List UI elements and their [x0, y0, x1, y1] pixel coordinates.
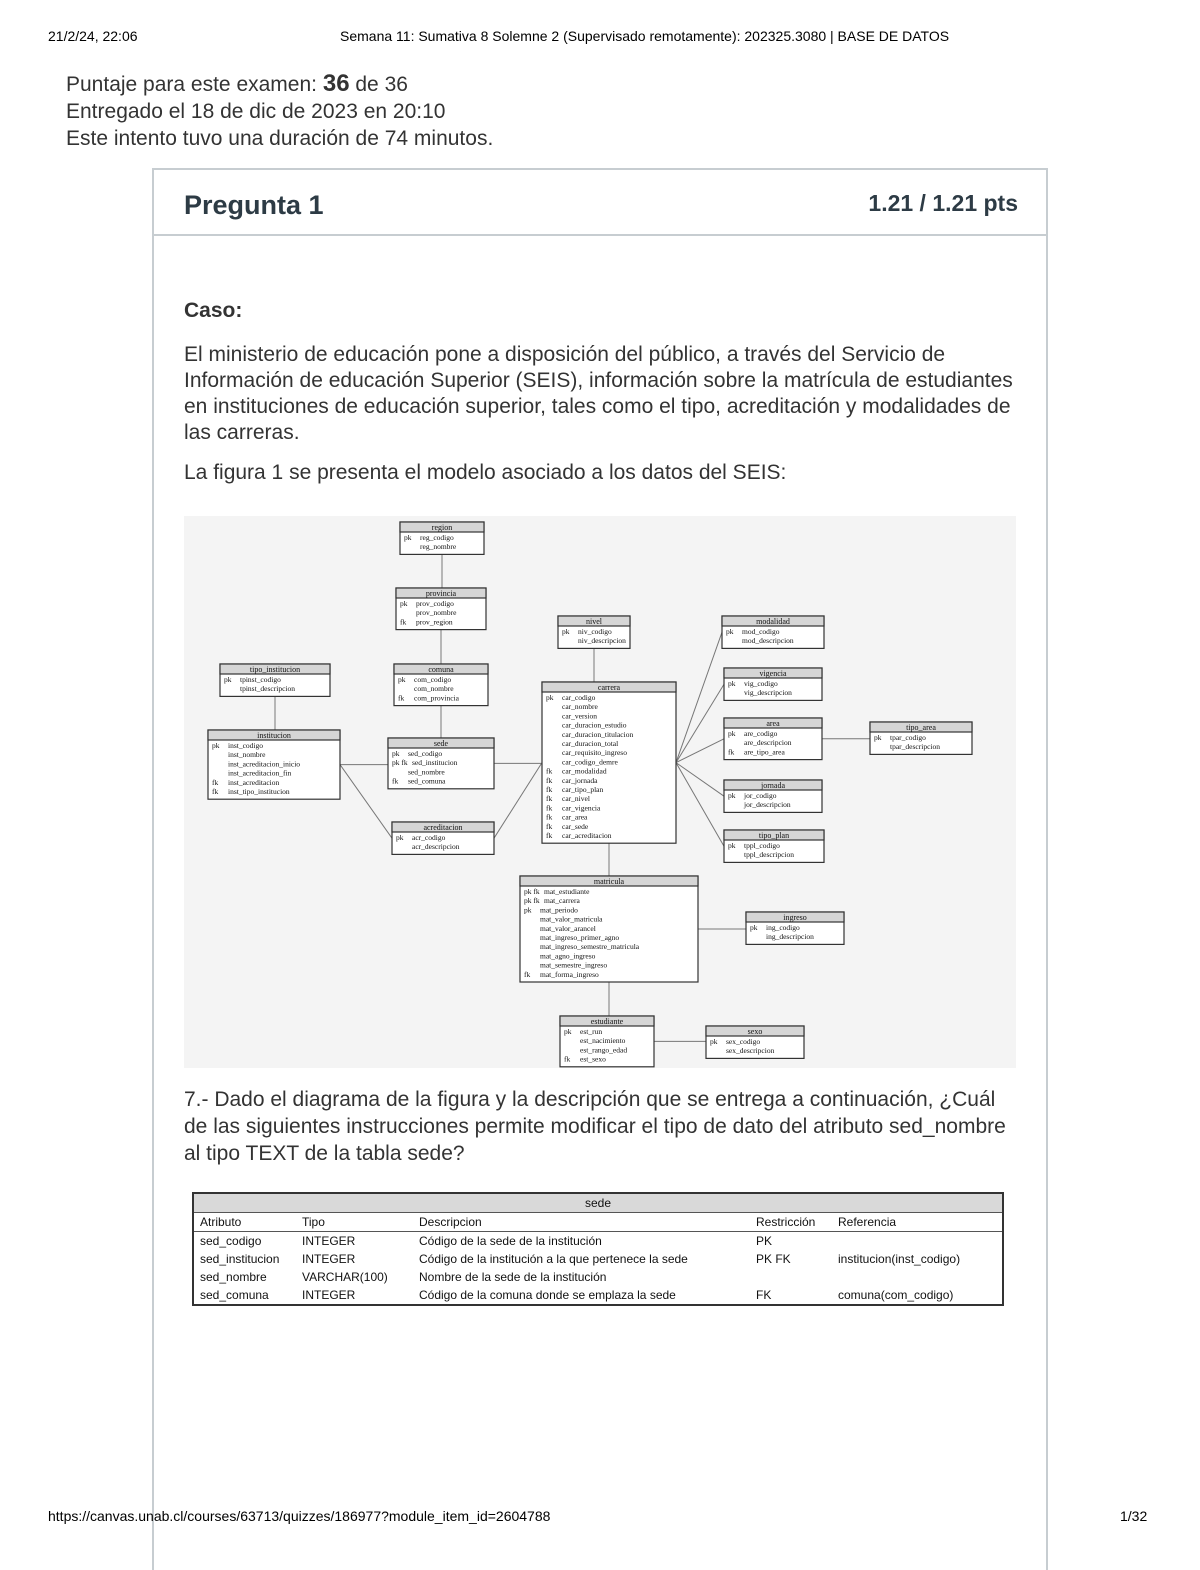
- key-marker: pk: [224, 675, 232, 684]
- entity-acreditacion: [392, 822, 494, 854]
- key-marker: fk: [398, 693, 405, 703]
- attribute-name: car_acreditacion: [562, 831, 612, 840]
- score-prefix: Puntaje para este examen:: [66, 73, 323, 96]
- question-points: 1.21 / 1.21 pts: [868, 190, 1018, 216]
- attribute-name: prov_codigo: [416, 599, 454, 608]
- entity-name: estudiante: [590, 1017, 624, 1026]
- attribute-name: tpinst_codigo: [240, 675, 281, 684]
- key-marker: pk fk: [524, 896, 540, 906]
- attribute-name: mod_codigo: [742, 627, 780, 636]
- attribute-name: est_sexo: [580, 1054, 606, 1064]
- key-marker: pk: [726, 627, 734, 636]
- key-marker: pk: [398, 675, 406, 684]
- table-row: [193, 1232, 1003, 1251]
- quiz-summary: [66, 70, 493, 152]
- cell-restriccion: PK: [756, 1234, 773, 1248]
- attribute-name: sex_codigo: [726, 1037, 761, 1046]
- table-caption: sede: [193, 1193, 1003, 1213]
- attribute-name: inst_tipo_institucion: [228, 787, 290, 796]
- attribute-name: niv_codigo: [578, 627, 612, 636]
- attribute-name: prov_region: [416, 617, 453, 627]
- cell-tipo: INTEGER: [302, 1252, 356, 1266]
- key-marker: pk: [710, 1037, 718, 1046]
- header-atributo: Atributo: [193, 1213, 296, 1232]
- attribute-name: car_sede: [562, 821, 589, 831]
- key-marker: fk: [400, 617, 407, 627]
- attribute-name: mat_ingreso_primer_agno: [540, 933, 620, 942]
- entity-name: acreditacion: [423, 823, 463, 832]
- key-marker: fk: [212, 777, 219, 787]
- relationship-line: [676, 763, 724, 797]
- entity-name: ingreso: [783, 913, 807, 922]
- attribute-name: tpar_codigo: [890, 733, 926, 742]
- cell-referencia: institucion(inst_codigo): [838, 1252, 961, 1266]
- relationship-line: [676, 763, 724, 847]
- attribute-name: acr_descripcion: [412, 842, 460, 852]
- entity-region: [400, 522, 484, 554]
- entity-name: region: [431, 523, 453, 532]
- entity-sede: [388, 738, 494, 789]
- entity-name: nivel: [586, 617, 602, 626]
- table-row: [193, 1268, 1003, 1286]
- entity-sexo: [706, 1026, 804, 1058]
- attribute-name: est_run: [580, 1027, 603, 1036]
- attribute-name: acr_codigo: [412, 833, 446, 842]
- sede-description-table: [192, 1192, 1004, 1306]
- entity-name: tipo_plan: [758, 831, 790, 840]
- entity-matricula: [520, 876, 698, 982]
- attribute-name: sed_nombre: [408, 767, 445, 777]
- attribute-name: mat_ingreso_semestre_matricula: [540, 942, 640, 952]
- attribute-name: tppl_codigo: [744, 841, 780, 850]
- header-tipo: Tipo: [296, 1213, 413, 1232]
- relationship-line: [340, 765, 392, 839]
- attribute-name: mat_valor_matricula: [540, 914, 603, 924]
- key-marker: fk: [392, 776, 399, 786]
- attribute-name: car_area: [562, 812, 588, 822]
- entity-ingreso: [746, 912, 844, 944]
- entity-name: carrera: [597, 683, 621, 692]
- question-prompt: 7.- Dado el diagrama de la figura y la descripción que se entrega a continuación, ¿Cuál de las siguientes instrucciones permite modificar el tipo de dato del atributo sed_nombre al tipo TEXT de la tabla sede?: [184, 1088, 1006, 1165]
- entity-modalidad: [722, 616, 824, 648]
- attribute-name: are_descripcion: [744, 738, 792, 748]
- cell-tipo: INTEGER: [296, 1286, 413, 1305]
- question-body: [184, 298, 1024, 500]
- attribute-name: reg_nombre: [420, 542, 457, 552]
- attribute-name: are_tipo_area: [744, 747, 785, 757]
- attribute-name: mod_descripcion: [742, 636, 794, 646]
- attribute-name: car_nivel: [562, 794, 590, 804]
- attribute-name: sed_codigo: [408, 749, 443, 758]
- attribute-name: car_duracion_total: [562, 739, 619, 748]
- cell-descripcion: Código de la institución a la que pertenece la sede: [419, 1252, 688, 1266]
- header-referencia: Referencia: [832, 1213, 1003, 1232]
- key-marker: fk: [546, 831, 553, 840]
- cell-referencia: comuna(com_codigo): [832, 1286, 1003, 1305]
- key-marker: pk: [874, 733, 882, 742]
- entity-jornada: [724, 780, 822, 812]
- score-value: 36: [322, 70, 350, 97]
- attribute-name: com_nombre: [414, 684, 454, 694]
- submitted-line: Entregado el 18 de dic de 2023 en 20:10: [66, 100, 446, 123]
- attribute-name: com_codigo: [414, 675, 452, 684]
- attribute-name: mat_carrera: [544, 896, 580, 906]
- key-marker: pk: [396, 833, 404, 842]
- entity-comuna: [394, 664, 488, 706]
- cell-tipo: VARCHAR(100): [302, 1270, 388, 1284]
- key-marker: fk: [546, 766, 553, 776]
- print-page-number: 1/32: [1120, 1508, 1148, 1524]
- key-marker: fk: [564, 1054, 571, 1064]
- key-marker: fk: [546, 812, 553, 822]
- cell-restriccion: FK: [750, 1286, 832, 1305]
- key-marker: fk: [524, 969, 531, 979]
- cell-referencia: [832, 1268, 1003, 1286]
- attribute-name: jor_descripcion: [744, 800, 791, 810]
- print-url: https://canvas.unab.cl/courses/63713/quizzes/186977?module_item_id=2604788: [48, 1508, 551, 1524]
- key-marker: fk: [546, 775, 553, 785]
- attribute-name: est_rango_edad: [580, 1045, 628, 1055]
- print-page-title: Semana 11: Sumativa 8 Solemne 2 (Supervisado remotamente): 202325.3080 | BASE DE DATOS: [340, 28, 950, 44]
- entity-tipo-plan: [724, 830, 824, 862]
- cell-tipo: INTEGER: [302, 1234, 356, 1248]
- entity-nivel: [558, 616, 630, 648]
- duration-line: Este intento tuvo una duración de 74 minutos.: [66, 127, 494, 150]
- entity-vigencia: [724, 668, 822, 700]
- attribute-name: car_tipo_plan: [562, 785, 604, 794]
- attribute-name: inst_acreditacion: [228, 777, 280, 787]
- attribute-name: mat_estudiante: [544, 887, 590, 896]
- cell-descripcion: Código de la comuna donde se emplaza la sede: [413, 1286, 750, 1305]
- relationship-line: [494, 763, 542, 839]
- print-date: 21/2/24, 22:06: [48, 28, 138, 44]
- attribute-name: car_version: [562, 711, 597, 721]
- key-marker: pk: [212, 741, 220, 750]
- key-marker: pk: [524, 905, 532, 915]
- print-header: [0, 28, 1200, 48]
- attribute-name: inst_acreditacion_inicio: [228, 759, 301, 769]
- attribute-name: prov_nombre: [416, 608, 457, 618]
- entity-name: tipo_institucion: [249, 665, 301, 674]
- attribute-name: mat_semestre_ingreso: [540, 960, 608, 970]
- key-marker: fk: [546, 821, 553, 831]
- entity-provincia: [396, 588, 486, 630]
- cell-referencia: [832, 1232, 1003, 1251]
- attribute-name: est_nacimiento: [580, 1036, 626, 1046]
- key-marker: pk: [562, 627, 570, 636]
- question-header: [154, 170, 1046, 236]
- entity-name: institucion: [257, 731, 291, 740]
- attribute-name: vig_codigo: [744, 679, 778, 688]
- attribute-name: sex_descripcion: [726, 1046, 775, 1056]
- cell-atributo: sed_institucion: [200, 1252, 280, 1266]
- attribute-name: car_requisito_ingreso: [562, 748, 627, 758]
- entity-name: jornada: [761, 781, 785, 790]
- attribute-name: sed_institucion: [412, 758, 458, 768]
- key-marker: pk: [728, 729, 736, 738]
- attribute-name: car_codigo: [562, 693, 596, 702]
- attribute-name: car_duracion_titulacion: [562, 729, 634, 739]
- key-marker: fk: [546, 803, 553, 813]
- er-diagram: [184, 516, 1016, 1068]
- key-marker: pk: [564, 1027, 572, 1036]
- attribute-name: tpar_descripcion: [890, 742, 940, 752]
- score-suffix: de 36: [349, 73, 408, 96]
- attribute-name: car_codigo_demre: [562, 757, 618, 767]
- entity-institucion: [208, 730, 340, 799]
- entity-area: [724, 718, 822, 760]
- cell-restriccion: PK FK: [756, 1252, 791, 1266]
- entity-name: matricula: [593, 877, 625, 886]
- attribute-name: tppl_descripcion: [744, 850, 794, 860]
- cell-atributo: sed_comuna: [193, 1286, 296, 1305]
- key-marker: fk: [546, 794, 553, 804]
- key-marker: pk: [728, 679, 736, 688]
- question-title: Pregunta 1: [184, 190, 324, 220]
- key-marker: pk: [750, 923, 758, 932]
- attribute-name: are_codigo: [744, 729, 778, 738]
- attribute-name: car_vigencia: [562, 803, 601, 813]
- table-header-row: [193, 1213, 1003, 1232]
- entity-name: tipo_area: [906, 723, 936, 732]
- attribute-name: sed_comuna: [408, 776, 446, 786]
- entity-name: sede: [433, 739, 449, 748]
- key-marker: fk: [728, 747, 735, 757]
- cell-descripcion: Código de la sede de la institución: [419, 1234, 602, 1248]
- attribute-name: com_provincia: [414, 693, 459, 703]
- key-marker: pk fk: [392, 758, 408, 768]
- attribute-name: mat_periodo: [540, 905, 578, 915]
- question-card: [152, 168, 1048, 1570]
- figure-intro: La figura 1 se presenta el modelo asociado a los datos del SEIS:: [184, 461, 787, 484]
- entity-name: comuna: [428, 665, 454, 674]
- entity-name: modalidad: [756, 617, 790, 626]
- attribute-name: inst_codigo: [228, 741, 263, 750]
- entity-name: provincia: [425, 589, 457, 598]
- key-marker: pk: [728, 841, 736, 850]
- caso-label: Caso:: [184, 299, 243, 322]
- attribute-name: mat_valor_arancel: [540, 923, 596, 933]
- attribute-name: ing_codigo: [766, 923, 800, 932]
- key-marker: pk fk: [524, 887, 540, 896]
- attribute-name: mat_agno_ingreso: [540, 951, 596, 961]
- table-row: [193, 1286, 1003, 1305]
- key-marker: pk: [728, 791, 736, 800]
- entity-name: area: [766, 719, 780, 728]
- header-descripcion: Descripcion: [413, 1213, 750, 1232]
- er-diagram-figure: [184, 516, 1016, 1068]
- key-marker: fk: [212, 787, 219, 796]
- attribute-name: inst_acreditacion_fin: [228, 768, 292, 778]
- attribute-name: mat_forma_ingreso: [540, 969, 599, 979]
- key-marker: pk: [400, 599, 408, 608]
- key-marker: pk: [404, 533, 412, 542]
- attribute-name: tpinst_descripcion: [240, 684, 295, 694]
- entity-estudiante: [560, 1016, 654, 1067]
- score-line: [66, 70, 493, 98]
- attribute-name: car_jornada: [562, 775, 598, 785]
- attribute-name: car_duracion_estudio: [562, 720, 627, 730]
- cell-descripcion: Nombre de la sede de la institución: [419, 1270, 607, 1284]
- entity-carrera: [542, 682, 676, 843]
- table-row: [193, 1250, 1003, 1268]
- attribute-name: car_modalidad: [562, 766, 607, 776]
- key-marker: pk: [546, 693, 554, 702]
- attribute-name: vig_descripcion: [744, 688, 792, 698]
- attribute-name: jor_codigo: [744, 791, 777, 800]
- key-marker: pk: [392, 749, 400, 758]
- entity-tipo-area: [870, 722, 972, 754]
- attribute-name: car_nombre: [562, 702, 598, 712]
- cell-atributo: sed_codigo: [200, 1234, 262, 1248]
- attribute-name: reg_codigo: [420, 533, 454, 542]
- attribute-name: ing_descripcion: [766, 932, 814, 942]
- entity-tipo-institucion: [220, 664, 330, 696]
- case-paragraph: El ministerio de educación pone a disposición del público, a través del Servicio de Información de educación Superior (SEIS), información sobre la matrícula de estudiantes en instituciones de educación superior, tales como el tipo, acreditación y modalidades de las carreras.: [184, 343, 1013, 444]
- attribute-name: inst_nombre: [228, 750, 266, 760]
- header-restriccion: Restricción: [750, 1213, 832, 1232]
- attribute-name: niv_descripcion: [578, 636, 626, 646]
- cell-restriccion: [750, 1268, 832, 1286]
- entity-name: vigencia: [759, 669, 787, 678]
- key-marker: fk: [546, 785, 553, 794]
- entity-name: sexo: [747, 1027, 763, 1036]
- cell-atributo: sed_nombre: [200, 1270, 267, 1284]
